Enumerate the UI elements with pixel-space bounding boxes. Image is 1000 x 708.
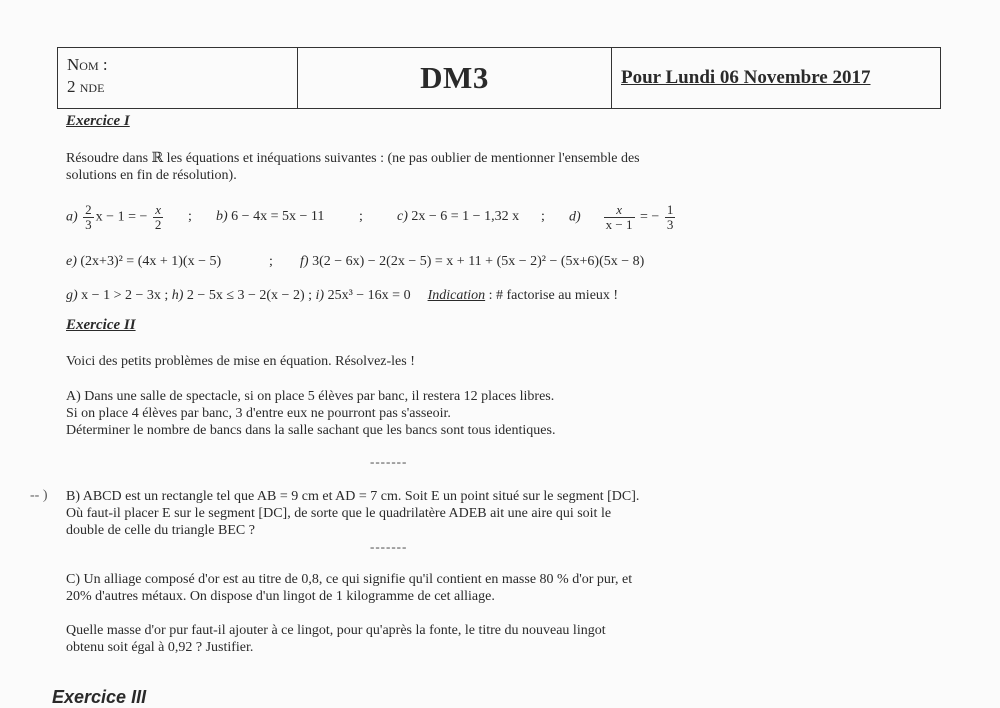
equation-f-body: 3(2 − 6x) − 2(2x − 5) = x + 11 + (5x − 2)² − (5x+6)(5x − 8) — [312, 254, 645, 269]
title-cell — [298, 48, 612, 108]
equation-e — [66, 254, 221, 270]
equation-b-body: 6 − 4x = 5x − 11 — [231, 209, 325, 224]
problem-a-line-2: Si on place 4 élèves par banc, 3 d'entre eux ne pourront pas s'asseoir. — [66, 406, 451, 421]
indication-label: Indication — [427, 288, 486, 303]
equation-c — [397, 209, 519, 225]
fraction-x-over-x-minus-1: $\frac{x}{x - 1}$ — [605, 202, 633, 232]
equation-c-label: c) — [397, 209, 408, 224]
class-label: 2 nde — [67, 77, 105, 96]
separator-2: ------- — [370, 539, 408, 554]
exercise-1-intro-line-1: Résoudre dans ℝ les équations et inéquations suivantes : (ne pas oublier de mentionner l'ensemble des — [66, 151, 640, 166]
exercise-3-title: Exercice III — [52, 687, 147, 707]
equation-h-label: h) — [171, 288, 184, 303]
equation-f-label: f) — [300, 254, 309, 269]
due-date-cell — [612, 48, 940, 108]
exercise-1-title: Exercice I — [66, 113, 130, 129]
problem-a-line-1: A) Dans une salle de spectacle, si on place 5 élèves par banc, il restera 12 places libres. — [66, 389, 555, 404]
equation-a-label: a) — [66, 209, 78, 225]
equation-e-label: e) — [66, 254, 77, 269]
fraction-x-half: $\frac{x}{2}$ — [154, 202, 162, 232]
separator-1: ------- — [370, 454, 408, 469]
equation-a-body: x − 1 = − — [95, 209, 148, 225]
due-date: Pour Lundi 06 Novembre 2017 — [621, 67, 871, 88]
indication-text: : # factorise au mieux ! — [488, 288, 619, 303]
separator-ab: ; — [188, 209, 192, 224]
nom-label: Nom : — [67, 55, 108, 74]
separator-ef: ; — [269, 254, 273, 269]
problem-b-line-2: Où faut-il placer E sur le segment [DC], de sorte que le quadrilatère ADEB ait une aire qui soit le — [66, 506, 612, 521]
document-title: DM3 — [420, 60, 489, 95]
exercise-1-intro-line-2: solutions en fin de résolution). — [66, 168, 237, 183]
equation-d-rhs: = − — [640, 209, 660, 225]
header-table — [57, 47, 941, 109]
equation-i-label: i) — [315, 288, 325, 303]
problem-a-line-3: Déterminer le nombre de bancs dans la salle sachant que les bancs sont tous identiques. — [66, 423, 556, 438]
problem-c-line-2: 20% d'autres métaux. On dispose d'un lingot de 1 kilogramme de cet alliage. — [66, 589, 495, 604]
student-info-cell — [58, 48, 298, 108]
equation-b — [216, 209, 324, 225]
equation-i-body: 25x³ − 16x = 0 — [327, 288, 411, 303]
equation-g-h-i-line — [66, 288, 618, 304]
exercise-2-title: Exercice II — [66, 317, 136, 333]
separator-hi: ; — [308, 288, 313, 303]
equation-e-body: (2x+3)² = (4x + 1)(x − 5) — [80, 254, 222, 269]
problem-c-line-3: Quelle masse d'or pur faut-il ajouter à ce lingot, pour qu'après la fonte, le titre du nouveau lingot — [66, 623, 606, 638]
fraction-two-thirds: $\frac{2}{3}$ — [85, 202, 92, 232]
equation-c-body: 2x − 6 = 1 − 1,32 x — [411, 209, 520, 224]
equation-d — [569, 203, 677, 232]
separator-gh: ; — [164, 288, 169, 303]
separator-cd: ; — [541, 209, 545, 224]
problem-c-line-1: C) Un alliage composé d'or est au titre de 0,8, ce qui signifie qu'il contient en masse 80 % d'or pur, et — [66, 572, 633, 587]
equation-f — [300, 254, 644, 270]
equation-b-label: b) — [216, 209, 228, 224]
margin-mark: -- ) — [30, 488, 48, 503]
exercise-2-intro: Voici des petits problèmes de mise en équation. Résolvez-les ! — [66, 354, 415, 369]
problem-b-line-1: B) ABCD est un rectangle tel que AB = 9 cm et AD = 7 cm. Soit E un point situé sur le segment [DC]. — [66, 489, 640, 504]
equation-a — [66, 203, 165, 232]
equation-g-body: x − 1 > 2 − 3x — [81, 288, 161, 303]
problem-b-line-3: double de celle du triangle BEC ? — [66, 523, 255, 538]
equation-h-body: 2 − 5x ≤ 3 − 2(x − 2) — [186, 288, 305, 303]
equation-d-label: d) — [569, 209, 581, 225]
fraction-one-third: $\frac{1}{3}$ — [666, 202, 674, 232]
problem-c-line-4: obtenu soit égal à 0,92 ? Justifier. — [66, 640, 254, 655]
equation-g-label: g) — [66, 288, 78, 303]
separator-bc: ; — [359, 209, 363, 224]
